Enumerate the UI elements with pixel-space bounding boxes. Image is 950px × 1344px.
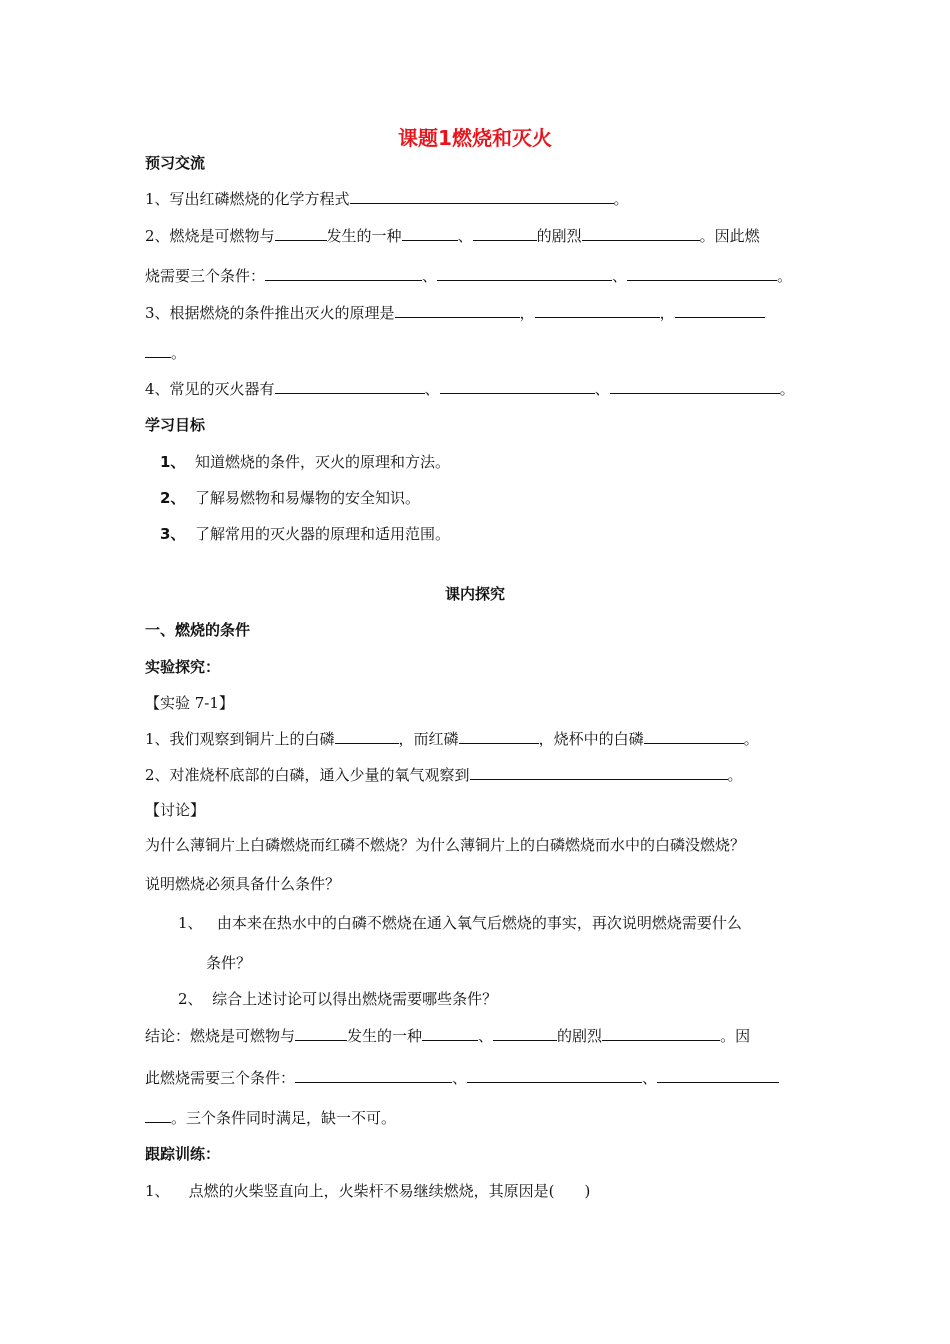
- answer-blank[interactable]: [440, 379, 595, 394]
- answer-blank[interactable]: [470, 765, 728, 780]
- goal-item: 1、 知道燃烧的条件，灭火的原理和方法。: [160, 453, 450, 471]
- inclass-heading: 课内探究: [444, 585, 505, 603]
- answer-blank[interactable]: [295, 1068, 452, 1083]
- answer-blank[interactable]: [627, 266, 777, 281]
- discussion-question: 为什么薄铜片上白磷燃烧而红磷不燃烧？为什么薄铜片上的白磷燃烧而水中的白磷没燃烧？: [145, 836, 746, 854]
- discussion-item-cont: 条件？: [206, 954, 252, 972]
- answer-blank[interactable]: [675, 303, 765, 318]
- preview-q2: 2、燃烧是可燃物与 发生的一种 、 的剧烈 。因此燃: [145, 227, 760, 245]
- experiment-q1: 1、我们观察到铜片上的白磷 ，而红磷 ，烧杯中的白磷 。: [145, 730, 759, 748]
- answer-blank[interactable]: [582, 226, 700, 241]
- section1-heading: 一、燃烧的条件: [145, 621, 251, 639]
- answer-blank[interactable]: [493, 1026, 557, 1041]
- answer-blank[interactable]: [265, 266, 422, 281]
- answer-blank[interactable]: [644, 729, 744, 744]
- answer-blank[interactable]: [275, 226, 327, 241]
- preview-q4: 4、常见的灭火器有 、 、 。: [145, 380, 795, 398]
- goal-item: 3、 了解常用的灭火器的原理和适用范围。: [160, 525, 450, 543]
- answer-blank[interactable]: [467, 1068, 642, 1083]
- answer-blank[interactable]: [145, 343, 171, 358]
- answer-blank[interactable]: [602, 1026, 720, 1041]
- answer-blank[interactable]: [275, 379, 425, 394]
- answer-blank[interactable]: [335, 729, 399, 744]
- experiment-q2: 2、对准烧杯底部的白磷，通入少量的氧气观察到 。: [145, 766, 743, 784]
- answer-blank[interactable]: [459, 729, 539, 744]
- preview-q2-line2: 烧需要三个条件： 、 、 。: [145, 267, 793, 285]
- training-heading: 跟踪训练：: [145, 1145, 221, 1163]
- page-title: 课题1燃烧和灭火: [398, 126, 552, 150]
- training-q1: 1、 点燃的火柴竖直向上，火柴杆不易继续燃烧，其原因是( ): [145, 1182, 591, 1200]
- answer-blank[interactable]: [657, 1068, 779, 1083]
- answer-blank[interactable]: [535, 303, 660, 318]
- answer-blank[interactable]: [610, 379, 780, 394]
- answer-blank[interactable]: [350, 189, 614, 204]
- preview-q1: 1、写出红磷燃烧的化学方程式 。: [145, 190, 629, 208]
- conclusion-line2: 此燃烧需要三个条件： 、 、: [145, 1067, 779, 1088]
- preview-q3: 3、根据燃烧的条件推出灭火的原理是 ， ，: [145, 302, 765, 323]
- discussion-item: 1、 由本来在热水中的白磷不燃烧在通入氧气后燃烧的事实，再次说明燃烧需要什么: [178, 914, 742, 932]
- discussion-item: 2、 综合上述讨论可以得出燃烧需要哪些条件？: [178, 990, 498, 1008]
- preview-heading: 预习交流: [145, 154, 206, 172]
- answer-blank[interactable]: [437, 266, 612, 281]
- conclusion: 结论：燃烧是可燃物与 发生的一种 、 的剧烈 。因: [145, 1027, 751, 1045]
- answer-blank[interactable]: [422, 1026, 478, 1041]
- answer-blank[interactable]: [395, 303, 520, 318]
- answer-blank[interactable]: [295, 1026, 347, 1041]
- goal-item: 2、 了解易燃物和易爆物的安全知识。: [160, 489, 420, 507]
- answer-blank[interactable]: [402, 226, 458, 241]
- experiment-label: 【实验 7-1】: [145, 694, 234, 712]
- discussion-label: 【讨论】: [145, 801, 206, 819]
- preview-q3-line2: 。: [145, 342, 186, 363]
- experiment-heading: 实验探究：: [145, 658, 221, 676]
- answer-blank[interactable]: [473, 226, 537, 241]
- goals-heading: 学习目标: [145, 416, 206, 434]
- discussion-question-2: 说明燃烧必须具备什么条件？: [145, 875, 341, 893]
- conclusion-line3: 。三个条件同时满足，缺一不可。: [145, 1107, 396, 1128]
- answer-blank[interactable]: [145, 1108, 171, 1123]
